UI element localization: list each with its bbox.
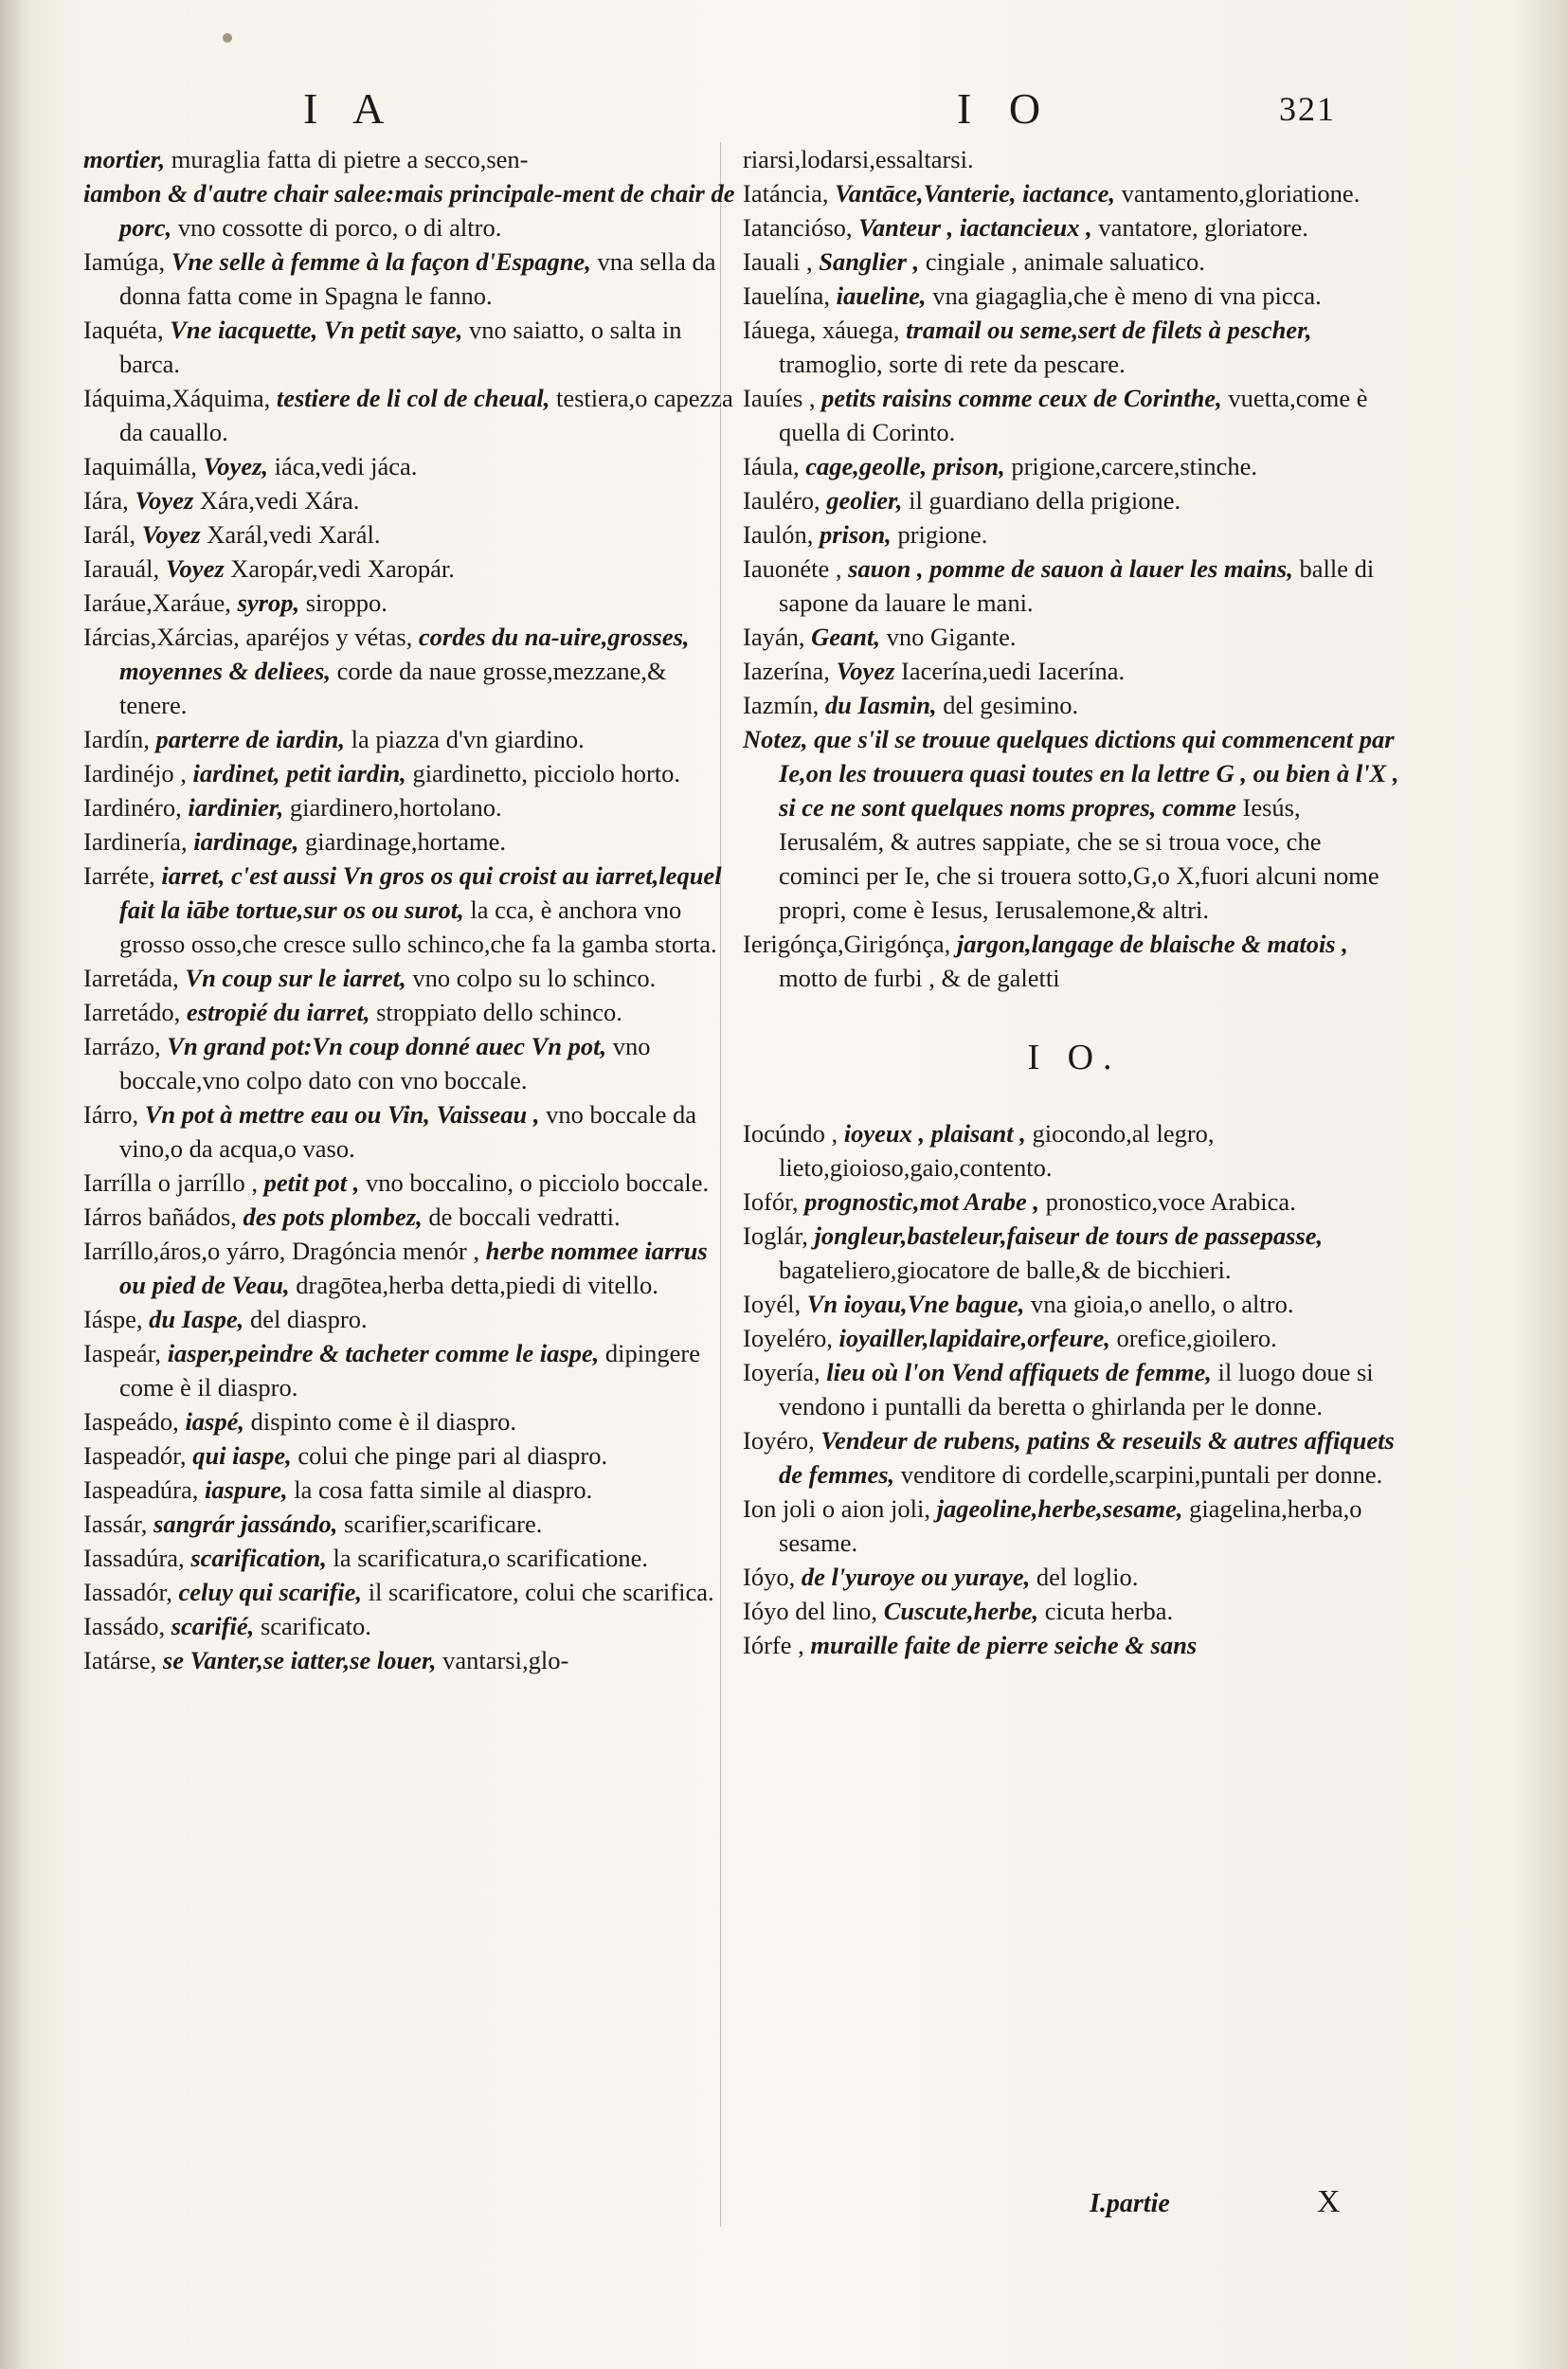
french-gloss: Voyez	[135, 486, 200, 515]
french-gloss: scarification,	[190, 1544, 333, 1572]
french-gloss: Vne selle à femme à la façon d'Espagne,	[171, 247, 598, 276]
dictionary-entry	[743, 381, 1406, 449]
signature-mark: I.partie	[1090, 2189, 1170, 2218]
french-gloss: Vn grand pot:Vn coup donné auec Vn pot,	[167, 1032, 613, 1060]
french-gloss: ioyailler,lapidaire,orfeure,	[838, 1324, 1117, 1352]
ink-spot	[223, 33, 232, 43]
french-gloss: Vne iacquette, Vn petit saye,	[170, 316, 469, 344]
dictionary-entry	[83, 1643, 737, 1677]
italian-gloss: il scarificatore, colui che scarifica.	[368, 1578, 714, 1606]
french-gloss: petit pot ,	[263, 1168, 367, 1197]
dictionary-entry	[743, 722, 1406, 927]
italian-gloss: testiera,o capezza da cauallo.	[119, 384, 733, 446]
italian-gloss: prigione.	[897, 520, 988, 549]
headword: Iaspeadúra,	[83, 1475, 206, 1504]
headword: Iaquimálla,	[83, 452, 204, 480]
italian-gloss: del gesimino.	[943, 691, 1079, 719]
dictionary-entry	[83, 552, 737, 586]
dictionary-entry	[743, 313, 1406, 381]
french-gloss: Voyez	[836, 657, 902, 685]
headword: Ioyeléro,	[743, 1324, 839, 1352]
french-gloss: muraille faite de pierre seiche & sans	[810, 1631, 1198, 1659]
french-gloss: herbe nommee iarrus ou pied de Veau,	[119, 1237, 708, 1299]
french-gloss: jageoline,herbe,sesame,	[936, 1494, 1190, 1523]
french-gloss: Vanteur , iactancieux ,	[858, 213, 1099, 242]
french-gloss: se Vanter,se iatter,se louer,	[162, 1646, 443, 1674]
headword: Iaspeadór,	[83, 1441, 193, 1470]
french-gloss: iaueline,	[836, 281, 933, 310]
dictionary-entry	[743, 483, 1406, 517]
header-center: I O	[957, 84, 1054, 133]
italian-gloss: del diaspro.	[249, 1305, 368, 1333]
dictionary-entry	[83, 1336, 737, 1404]
french-gloss: Notez, que s'il se trouue quelques dictions qui commencent par Ie,on les trouuera quasi toutes en la lettre G , ou bien à l'X , si ce ne sont quelques noms propres, comme	[743, 725, 1399, 822]
headword: Iauonéte ,	[743, 554, 849, 583]
headword: Iazmín,	[743, 691, 825, 719]
dictionary-entry	[83, 1507, 737, 1541]
dictionary-entry	[743, 1560, 1406, 1594]
headword: Iassadúra,	[83, 1544, 191, 1572]
italian-gloss: bagateliero,giocatore de balle,& de bicchieri.	[779, 1256, 1232, 1284]
dictionary-entry	[743, 1423, 1406, 1492]
headword: Iauali ,	[743, 247, 820, 276]
french-gloss: des pots plombez,	[243, 1203, 429, 1231]
headword: Iórfe ,	[743, 1631, 811, 1659]
headword: Iáula,	[743, 452, 806, 480]
italian-gloss: pronostico,voce Arabica.	[1045, 1187, 1296, 1216]
headword: Iayán,	[743, 623, 812, 651]
french-gloss: jargon,langage de blaische & matois ,	[956, 930, 1348, 958]
italian-gloss: Xarál,vedi Xarál.	[207, 520, 381, 549]
french-gloss: prognostic,mot Arabe ,	[804, 1187, 1046, 1216]
french-gloss: Sanglier ,	[819, 247, 926, 276]
dictionary-entry	[83, 620, 737, 722]
dictionary-entry	[743, 1492, 1406, 1560]
italian-gloss: siroppo.	[305, 588, 387, 617]
french-gloss: iaspé,	[185, 1407, 251, 1436]
french-gloss: du Iaspe,	[149, 1305, 250, 1333]
headword: Iáspe,	[83, 1305, 150, 1333]
french-gloss: Voyez	[141, 520, 207, 549]
italian-gloss: vno boccale da vino,o da acqua,o vaso.	[119, 1100, 697, 1163]
header-left: I A	[303, 84, 398, 133]
headword: Iaspeádo,	[83, 1407, 186, 1436]
french-gloss: tramail ou seme,sert de filets à pescher,	[906, 316, 1312, 344]
dictionary-entry	[83, 1302, 737, 1336]
italian-gloss: iáca,vedi jáca.	[274, 452, 418, 480]
headword: Iarréte,	[83, 861, 162, 890]
french-gloss: Vendeur de rubens, patins & reseuils & autres affiquets de femmes,	[779, 1426, 1395, 1489]
french-gloss: prison,	[819, 520, 898, 549]
headword: Iauléro,	[743, 486, 827, 515]
italian-gloss: la piazza d'vn giardino.	[351, 725, 585, 753]
italian-gloss: il luogo doue si vendono i puntalli da beretta o ghirlanda per le donne.	[779, 1358, 1374, 1420]
french-gloss: iardinier,	[188, 793, 290, 822]
headword: Iaquéta,	[83, 316, 171, 344]
dictionary-entry	[743, 1321, 1406, 1355]
italian-gloss: Xaropár,vedi Xaropár.	[230, 554, 455, 583]
italian-gloss: riarsi,lodarsi,essaltarsi.	[743, 145, 974, 173]
running-header	[0, 83, 1568, 140]
dictionary-entry	[743, 1594, 1406, 1628]
headword: Ioyería,	[743, 1358, 827, 1386]
dictionary-entry	[83, 1473, 737, 1507]
headword: Ion joli o aion joli,	[743, 1494, 937, 1523]
dictionary-entry	[83, 1029, 737, 1097]
italian-gloss: la scarificatura,o scarificatione.	[333, 1544, 649, 1572]
french-gloss: parterre de iardin,	[155, 725, 351, 753]
italian-gloss: la cosa fatta simile al diaspro.	[294, 1475, 593, 1504]
dictionary-entry	[743, 244, 1406, 279]
italian-gloss: scarificato.	[260, 1612, 371, 1640]
dictionary-entry	[743, 654, 1406, 688]
french-gloss: Voyez,	[203, 452, 275, 480]
dictionary-entry	[83, 176, 737, 244]
headword: Iarrílla o jarríllo ,	[83, 1168, 264, 1197]
headword: Iardinéjo ,	[83, 759, 193, 787]
french-gloss: cordes du na-uire,grosses, moyennes & deliees,	[119, 623, 690, 685]
french-gloss: petits raisins comme ceux de Corinthe,	[821, 384, 1229, 412]
italian-gloss: corde da naue grosse,mezzane,& tenere.	[119, 657, 667, 719]
italian-gloss: vno Gigante.	[886, 623, 1017, 651]
french-gloss: Voyez	[165, 554, 231, 583]
italian-gloss: giardinero,hortolano.	[289, 793, 502, 822]
french-gloss: celuy qui scarifie,	[178, 1578, 369, 1606]
headword: Iárro,	[83, 1100, 145, 1129]
dictionary-entry	[83, 859, 737, 961]
dictionary-entry	[743, 552, 1406, 620]
dictionary-entry	[83, 995, 737, 1029]
french-gloss: Cuscute,herbe,	[883, 1597, 1045, 1625]
headword: Iatancióso,	[743, 213, 859, 242]
headword: Iauelína,	[743, 281, 837, 310]
french-gloss: de l'yuroye ou yuraye,	[801, 1563, 1036, 1591]
dictionary-entry	[743, 1355, 1406, 1423]
dictionary-entry	[83, 824, 737, 859]
french-gloss: Vantāce,Vanterie, iactance,	[835, 179, 1122, 208]
headword: Iaspeár,	[83, 1339, 168, 1367]
headword: Iocúndo ,	[743, 1119, 844, 1148]
dictionary-entry	[83, 517, 737, 552]
headword: Iarríllo,áros,o yárro, Dragóncia menór ,	[83, 1237, 486, 1265]
italian-gloss: giocondo,al legro, lieto,gioioso,gaio,contento.	[779, 1119, 1215, 1182]
dictionary-entry	[83, 1166, 737, 1200]
french-gloss: lieu où l'on Vend affiquets de femme,	[826, 1358, 1218, 1386]
italian-gloss: Iacerína,uedi Iacerína.	[901, 657, 1126, 685]
headword: Iardín,	[83, 725, 156, 753]
french-gloss: sangrár jassándo,	[153, 1510, 345, 1538]
headword: Iardinéro,	[83, 793, 189, 822]
dictionary-entry	[83, 1575, 737, 1609]
headword: Iatárse,	[83, 1646, 163, 1674]
right-column	[743, 142, 1406, 1662]
italian-gloss: Xára,vedi Xára.	[199, 486, 360, 515]
italian-gloss: cicuta herba.	[1044, 1597, 1174, 1625]
headword: Iassádo,	[83, 1612, 171, 1640]
french-gloss: scarifié,	[171, 1612, 261, 1640]
headword: Iarrázo,	[83, 1032, 168, 1060]
french-gloss: cage,geolle, prison,	[805, 452, 1012, 480]
italian-gloss: prigione,carcere,stinche.	[1011, 452, 1258, 480]
french-gloss: Vn coup sur le iarret,	[185, 964, 413, 992]
french-gloss: du Iasmin,	[824, 691, 944, 719]
catchword: X	[1317, 2184, 1341, 2219]
dictionary-entry	[743, 142, 1406, 176]
headword: Iassadór,	[83, 1578, 179, 1606]
dictionary-entry	[83, 790, 737, 824]
dictionary-entry	[743, 688, 1406, 722]
italian-gloss: colui che pinge pari al diaspro.	[297, 1441, 608, 1470]
headword: Ióyo del lino,	[743, 1597, 884, 1625]
italian-gloss: de boccali vedratti.	[428, 1203, 621, 1231]
dictionary-entry	[83, 1404, 737, 1438]
italian-gloss: orefice,gioilero.	[1116, 1324, 1277, 1352]
headword: Iarál,	[83, 520, 142, 549]
italian-gloss: vantarsi,glo-	[442, 1646, 569, 1674]
headword: Iofór,	[743, 1187, 805, 1216]
dictionary-entry	[743, 517, 1406, 552]
italian-gloss: vna giagaglia,che è meno di vna picca.	[932, 281, 1322, 310]
french-gloss: qui iaspe,	[192, 1441, 298, 1470]
dictionary-entry	[83, 1234, 737, 1302]
italian-gloss: vno colpo su lo schinco.	[412, 964, 657, 992]
italian-gloss: vno boccale,vno colpo dato con vno boccale.	[119, 1032, 651, 1094]
dictionary-entry	[83, 961, 737, 995]
dictionary-entry	[83, 1541, 737, 1575]
headword: Iáuega, xáuega,	[743, 316, 907, 344]
headword: Iamúga,	[83, 247, 171, 276]
headword: Ioyél,	[743, 1290, 807, 1318]
italian-gloss: dispinto come è il diaspro.	[250, 1407, 517, 1436]
headword: Iardinería,	[83, 827, 194, 856]
dictionary-entry	[83, 142, 737, 176]
french-gloss: iarret, c'est aussi Vn gros os qui croist au iarret,lequel fait la iābe tortue,sur os ou surot,	[119, 861, 722, 924]
dictionary-entry	[743, 1116, 1406, 1184]
page-number: 321	[1279, 90, 1336, 128]
dictionary-entry	[83, 381, 737, 449]
headword: Ióyo,	[743, 1563, 802, 1591]
french-gloss: testiere de li col de cheual,	[276, 384, 556, 412]
italian-gloss: Iesús, Ierusalém, & autres sappiate, che se si troua voce, che cominci per Ie, che si trouera sotto,G,o X,fuori alcuni nome propri, come è Iesus, Ierusalemone,& altri.	[779, 793, 1379, 924]
dictionary-entry	[743, 210, 1406, 244]
dictionary-entry	[83, 722, 737, 756]
headword: Iarretádo,	[83, 998, 187, 1026]
headword: Iárros bañádos,	[83, 1203, 243, 1231]
italian-gloss: giardinage,hortame.	[305, 827, 506, 856]
french-gloss: iardinet, petit iardin,	[192, 759, 413, 787]
italian-gloss: giardinetto, picciolo horto.	[412, 759, 681, 787]
french-gloss: Geant,	[811, 623, 887, 651]
italian-gloss: vno saiatto, o salta in barca.	[119, 316, 682, 378]
french-gloss: mortier,	[83, 145, 171, 173]
italian-gloss: motto de furbi , & de galetti	[779, 964, 1060, 992]
italian-gloss: tramoglio, sorte di rete da pescare.	[779, 350, 1126, 378]
dictionary-entry	[743, 1219, 1406, 1287]
section-heading: I O.	[1027, 1038, 1122, 1077]
italian-gloss: vna sella da donna fatta come in Spagna le fanno.	[119, 247, 716, 310]
headword: Iáquima,Xáquima,	[83, 384, 277, 412]
dictionary-entry	[83, 483, 737, 517]
italian-gloss: balle di sapone da lauare le mani.	[779, 554, 1375, 617]
left-column	[83, 142, 737, 1677]
italian-gloss: vno boccalino, o picciolo boccale.	[366, 1168, 710, 1197]
dictionary-entry	[83, 1200, 737, 1234]
french-gloss: estropié du iarret,	[186, 998, 377, 1026]
dictionary-entry	[743, 1184, 1406, 1219]
italian-gloss: vuetta,come è quella di Corinto.	[779, 384, 1368, 446]
italian-gloss: vantatore, gloriatore.	[1098, 213, 1308, 242]
italian-gloss: vantamento,gloriatione.	[1121, 179, 1361, 208]
italian-gloss: vno cossotte di porco, o di altro.	[177, 213, 502, 242]
headword: Iazerína,	[743, 657, 837, 685]
dictionary-entry	[83, 756, 737, 790]
dictionary-entry	[83, 1438, 737, 1473]
french-gloss: sauon , pomme de sauon à lauer les mains,	[848, 554, 1300, 583]
italian-gloss: scarifier,scarificare.	[344, 1510, 543, 1538]
french-gloss: iasper,peindre & tacheter comme le iaspe,	[167, 1339, 605, 1367]
italian-gloss: muraglia fatta di pietre a secco,sen-	[171, 145, 529, 173]
dictionary-entry	[743, 620, 1406, 654]
italian-gloss: vna gioia,o anello, o altro.	[1031, 1290, 1294, 1318]
headword: Iarauál,	[83, 554, 166, 583]
french-gloss: ioyeux , plaisant ,	[843, 1119, 1033, 1148]
headword: Iára,	[83, 486, 135, 515]
italian-gloss: il guardiano della prigione.	[909, 486, 1181, 515]
italian-gloss: dragōtea,herba detta,piedi di vitello.	[296, 1271, 658, 1299]
french-gloss: iaspure,	[205, 1475, 295, 1504]
headword: Ioglár,	[743, 1221, 815, 1250]
dictionary-entry	[83, 586, 737, 620]
dictionary-entry	[743, 1287, 1406, 1321]
italian-gloss: dipingere come è il diaspro.	[119, 1339, 700, 1402]
dictionary-entry	[743, 449, 1406, 483]
italian-gloss: venditore di cordelle,scarpini,puntali per donne.	[900, 1460, 1383, 1489]
italian-gloss: la cca, è anchora vno grosso osso,che cresce sullo schinco,che fa la gamba storta.	[119, 895, 717, 958]
dictionary-entry	[743, 927, 1406, 995]
dictionary-entry	[743, 1628, 1406, 1662]
headword: Ierigónça,Girigónça,	[743, 930, 957, 958]
dictionary-entry	[83, 1609, 737, 1643]
headword: Iárcias,Xárcias, aparéjos y vétas,	[83, 623, 419, 651]
headword: Iauíes ,	[743, 384, 822, 412]
italian-gloss: cingiale , animale saluatico.	[925, 247, 1205, 276]
headword: Iarretáda,	[83, 964, 186, 992]
dictionary-entry	[83, 449, 737, 483]
french-gloss: iardinage,	[193, 827, 306, 856]
dictionary-entry	[83, 1097, 737, 1166]
dictionary-entry	[743, 279, 1406, 313]
italian-gloss: del loglio.	[1036, 1563, 1139, 1591]
french-gloss: syrop,	[237, 588, 306, 617]
headword: Iaráue,Xaráue,	[83, 588, 238, 617]
dictionary-entry	[83, 244, 737, 313]
dictionary-entry	[743, 176, 1406, 210]
french-gloss: jongleur,basteleur,faiseur de tours de passepasse,	[814, 1221, 1324, 1250]
dictionary-entry	[83, 313, 737, 381]
headword: Iatáncia,	[743, 179, 836, 208]
italian-gloss: stroppiato dello schinco.	[376, 998, 622, 1026]
french-gloss: geolier,	[826, 486, 910, 515]
headword: Iaulón,	[743, 520, 820, 549]
french-gloss: Vn pot à mettre eau ou Vin, Vaisseau ,	[144, 1100, 547, 1129]
headword: Ioyéro,	[743, 1426, 821, 1455]
headword: Iassár,	[83, 1510, 153, 1538]
french-gloss: iambon & d'autre chair salee:mais principale-ment de chair de porc,	[83, 179, 735, 242]
italian-gloss: giagelina,herba,o sesame.	[779, 1494, 1362, 1557]
french-gloss: Vn ioyau,Vne bague,	[806, 1290, 1032, 1318]
